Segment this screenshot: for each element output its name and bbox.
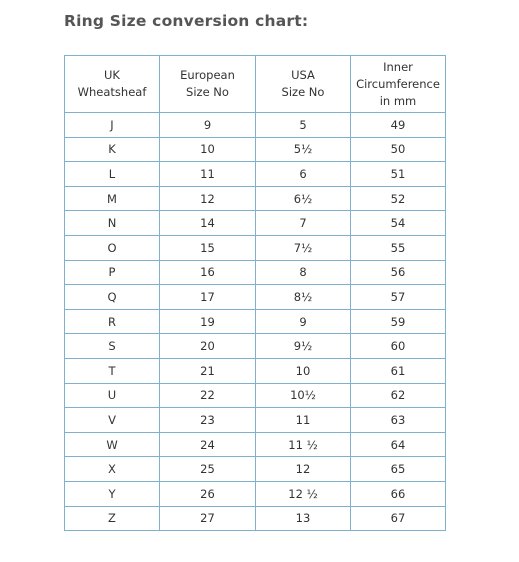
cell-usa-size: 12: [256, 457, 351, 482]
cell-european-size: 21: [160, 358, 256, 383]
cell-uk-size: J: [65, 113, 160, 138]
cell-uk-size: Z: [65, 506, 160, 531]
cell-usa-size: 9: [256, 309, 351, 334]
cell-usa-size: 7: [256, 211, 351, 236]
page-title: Ring Size conversion chart:: [64, 12, 309, 30]
table-row: [65, 211, 446, 236]
cell-circumference: 57: [351, 285, 446, 310]
cell-circumference: 56: [351, 260, 446, 285]
table-row: [65, 260, 446, 285]
table-body: [65, 113, 446, 531]
cell-usa-size: 5: [256, 113, 351, 138]
cell-circumference: 66: [351, 481, 446, 506]
cell-usa-size: 9½: [256, 334, 351, 359]
cell-uk-size: P: [65, 260, 160, 285]
cell-usa-size: 6½: [256, 186, 351, 211]
cell-circumference: 62: [351, 383, 446, 408]
cell-usa-size: 10: [256, 358, 351, 383]
cell-european-size: 24: [160, 432, 256, 457]
cell-usa-size: 6: [256, 162, 351, 187]
cell-uk-size: T: [65, 358, 160, 383]
cell-circumference: 54: [351, 211, 446, 236]
cell-usa-size: 12 ½: [256, 481, 351, 506]
table-row: [65, 285, 446, 310]
header-line: Circumference: [356, 76, 440, 91]
cell-uk-size: M: [65, 186, 160, 211]
cell-usa-size: 8: [256, 260, 351, 285]
cell-european-size: 15: [160, 235, 256, 260]
table-row: [65, 506, 446, 531]
cell-uk-size: S: [65, 334, 160, 359]
cell-circumference: 50: [351, 137, 446, 162]
table-row: [65, 457, 446, 482]
cell-uk-size: O: [65, 235, 160, 260]
cell-uk-size: U: [65, 383, 160, 408]
header-line: in mm: [379, 93, 417, 108]
cell-european-size: 11: [160, 162, 256, 187]
table-row: [65, 162, 446, 187]
table-row: [65, 383, 446, 408]
cell-european-size: 20: [160, 334, 256, 359]
cell-usa-size: 8½: [256, 285, 351, 310]
header-european-size: [160, 56, 256, 113]
cell-circumference: 65: [351, 457, 446, 482]
cell-european-size: 19: [160, 309, 256, 334]
table-row: [65, 432, 446, 457]
header-line: European: [180, 68, 235, 82]
cell-european-size: 14: [160, 211, 256, 236]
header-line: Inner: [383, 59, 413, 74]
header-inner-circumference: [351, 56, 446, 113]
cell-circumference: 52: [351, 186, 446, 211]
cell-european-size: 12: [160, 186, 256, 211]
cell-uk-size: V: [65, 408, 160, 433]
table-row: [65, 137, 446, 162]
cell-usa-size: 5½: [256, 137, 351, 162]
cell-circumference: 67: [351, 506, 446, 531]
cell-european-size: 22: [160, 383, 256, 408]
cell-circumference: 60: [351, 334, 446, 359]
cell-european-size: 9: [160, 113, 256, 138]
cell-uk-size: Q: [65, 285, 160, 310]
cell-european-size: 10: [160, 137, 256, 162]
table-row: [65, 113, 446, 138]
cell-european-size: 25: [160, 457, 256, 482]
ring-size-table: [64, 55, 446, 531]
cell-circumference: 49: [351, 113, 446, 138]
table-row: [65, 481, 446, 506]
header-uk-wheatsheaf: [65, 56, 160, 113]
cell-uk-size: Y: [65, 481, 160, 506]
cell-circumference: 59: [351, 309, 446, 334]
table-row: [65, 235, 446, 260]
cell-usa-size: 11 ½: [256, 432, 351, 457]
cell-uk-size: X: [65, 457, 160, 482]
table-row: [65, 358, 446, 383]
header-line: Wheatsheaf: [77, 85, 147, 99]
cell-european-size: 16: [160, 260, 256, 285]
cell-european-size: 27: [160, 506, 256, 531]
cell-circumference: 51: [351, 162, 446, 187]
cell-european-size: 26: [160, 481, 256, 506]
cell-circumference: 55: [351, 235, 446, 260]
cell-uk-size: N: [65, 211, 160, 236]
cell-usa-size: 7½: [256, 235, 351, 260]
cell-usa-size: 13: [256, 506, 351, 531]
cell-usa-size: 10½: [256, 383, 351, 408]
cell-uk-size: L: [65, 162, 160, 187]
cell-circumference: 63: [351, 408, 446, 433]
cell-european-size: 17: [160, 285, 256, 310]
table-row: [65, 408, 446, 433]
cell-uk-size: W: [65, 432, 160, 457]
header-line: Size No: [281, 85, 325, 99]
header-line: UK: [104, 68, 120, 82]
table-row: [65, 186, 446, 211]
header-line: USA: [291, 68, 315, 82]
cell-circumference: 61: [351, 358, 446, 383]
table-row: [65, 309, 446, 334]
cell-european-size: 23: [160, 408, 256, 433]
header-line: Size No: [186, 85, 229, 99]
cell-uk-size: R: [65, 309, 160, 334]
cell-uk-size: K: [65, 137, 160, 162]
cell-usa-size: 11: [256, 408, 351, 433]
cell-circumference: 64: [351, 432, 446, 457]
table-header-row: [65, 56, 446, 113]
table-row: [65, 334, 446, 359]
header-usa-size: [256, 56, 351, 113]
